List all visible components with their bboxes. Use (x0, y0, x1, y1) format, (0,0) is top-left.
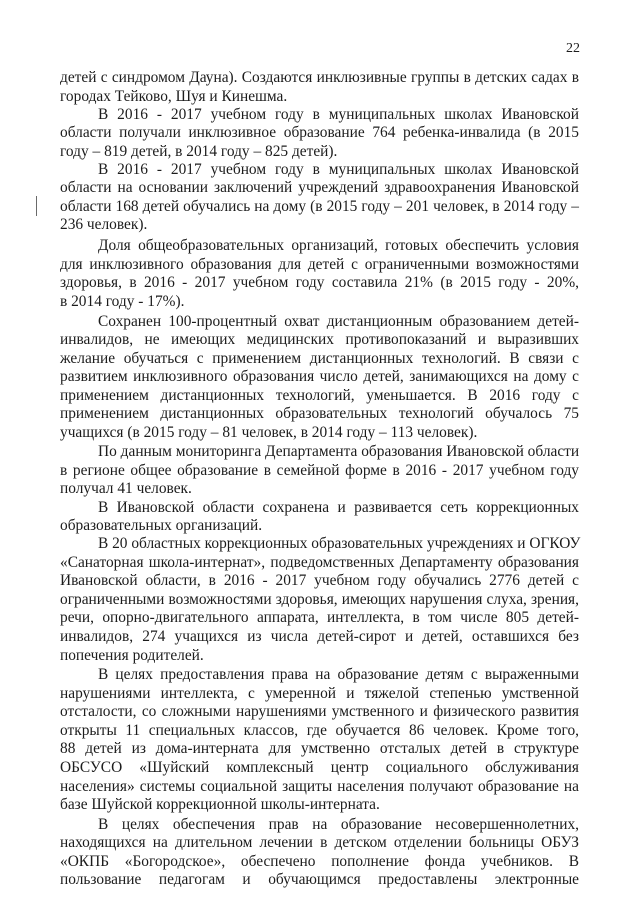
text-line: Доля общеобразовательных организаций, готовых обеспечить условия (98, 237, 579, 254)
text-line: В 2016 - 2017 учебном году в муниципальных школах Ивановской (98, 160, 579, 178)
text-line: открыты 11 специальных классов, где обучается 86 человек. Кроме того, (60, 721, 579, 739)
text-line: инвалидов, не имеющих медицинских противопоказаний и выразивших (60, 331, 579, 349)
text-line: пользование педагогам и обучающимся предоставлены электронные (60, 871, 579, 889)
paragraph-5 (60, 313, 579, 443)
text-line: году – 819 детей, в 2014 году – 825 детей). (60, 142, 338, 160)
paragraph-8 (60, 535, 579, 665)
text-line: в регионе общее образование в семейной форме в 2016 - 2017 учебном году (60, 461, 579, 479)
text-line: нарушениями интеллекта, с умеренной и тяжелой степенью умственной (60, 684, 579, 702)
paragraph-10 (60, 816, 579, 890)
text-line: получал 41 человек. (60, 480, 192, 498)
text-line: инвалидов, 274 учащихся из числа детей-сирот и детей, оставшихся без (60, 627, 579, 645)
text-line: Сохранен 100-процентный охват дистанционным образованием детей- (98, 312, 579, 330)
text-line: в 2014 году - 17%). (60, 292, 185, 310)
text-line: находящихся на длительном лечении в детском отделении больницы ОБУЗ (60, 834, 579, 852)
text-line: учащихся (в 2015 году – 81 человек, в 2014 году – 113 человек). (60, 424, 478, 442)
text-line: «Санаторная школа-интернат», подведомственных Департаменту образования (60, 553, 579, 571)
paragraph-4 (60, 237, 579, 311)
text-line: применением дистанционных образовательных технологий обучалось 75 (60, 405, 579, 423)
text-line: попечения родителей. (60, 646, 204, 664)
text-line: применением дистанционных технологий, уменьшается. В 2016 году с (60, 386, 579, 404)
margin-scan-mark (36, 196, 37, 216)
page-number: 22 (566, 41, 580, 56)
text-line: населения» системы социальной защиты населения получают образование на (60, 777, 579, 795)
text-line: В Ивановской области сохранена и развивается сеть коррекционных (98, 498, 579, 516)
text-line: отсталости, со сложными нарушениями умственного и физического развития (60, 703, 579, 721)
text-line: В 2016 - 2017 учебном году в муниципальных школах Ивановской (98, 105, 579, 123)
text-line: Ивановской области, в 2016 - 2017 учебном году обучались 2776 детей с (60, 572, 579, 590)
text-line: речи, опорно-двигательного аппарата, интеллекта, в том числе 805 детей- (60, 609, 579, 627)
text-line: ОБСУСО «Шуйский комплексный центр социального обслуживания (60, 758, 579, 776)
text-line: 236 человек). (60, 216, 148, 234)
text-line: желание обучаться с применением дистанционных технологий. В связи с (60, 349, 579, 367)
text-line: образовательных организаций. (60, 517, 263, 535)
text-line: для инклюзивного образования для детей с ограниченными возможностями (60, 255, 579, 273)
text-line: По данным мониторинга Департамента образования Ивановской области (98, 443, 580, 460)
text-line: детей с синдромом Дауна). Создаются инклюзивные группы в детских садах в (60, 69, 579, 86)
paragraph-3 (60, 161, 579, 235)
paragraph-6 (60, 443, 579, 499)
paragraph-7 (60, 499, 579, 536)
paragraph-1 (60, 69, 579, 106)
text-line: области на основании заключений учреждений здравоохранения Ивановской (60, 179, 579, 197)
text-line: области получали инклюзивное образование 764 ребенка-инвалида (в 2015 (60, 124, 579, 142)
text-line: В целях обеспечения прав на образование несовершеннолетних, (98, 815, 579, 833)
text-line: ограниченными возможностями здоровья, имеющих нарушения слуха, зрения, (60, 590, 579, 608)
text-line: здоровья, в 2016 - 2017 учебном году составила 21% (в 2015 году - 20%, (60, 274, 579, 292)
text-line: 88 детей из дома-интерната для умственно отсталых детей в структуре (60, 740, 579, 758)
text-line: В 20 областных коррекционных образовательных учреждениях и ОГКОУ (98, 535, 581, 552)
text-line: городах Тейково, Шуя и Кинешма. (60, 87, 288, 105)
text-line: развитием инклюзивного образования число детей, занимающихся на дому с (60, 368, 579, 386)
text-line: «ОКПБ «Богородское», обеспечено пополнение фонда учебников. В (60, 852, 579, 870)
text-line: области 168 детей обучались на дому (в 2015 году – 201 человек, в 2014 году – (60, 197, 579, 215)
text-line: базе Шуйской коррекционной школы-интерната. (60, 796, 380, 814)
text-line: В целях предоставления права на образование детям с выраженными (98, 666, 579, 683)
paragraph-2 (60, 106, 579, 162)
paragraph-9 (60, 666, 579, 815)
